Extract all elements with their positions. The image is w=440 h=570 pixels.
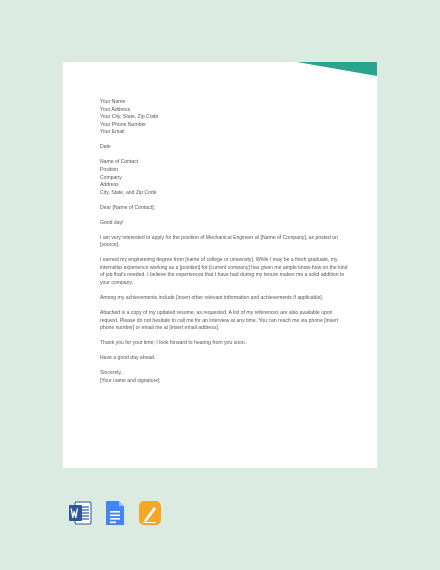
sender-city: Your City, State, Zip Code bbox=[100, 114, 159, 121]
sender-address: Your Address bbox=[100, 106, 131, 113]
recipient-city: City, State, and Zip Code bbox=[100, 189, 157, 196]
greeting: Good day! bbox=[100, 219, 124, 226]
paragraph-experience: I earned my engineering degree from [name of college or university]. While I may be a fresh graduate, my internship experience working as a [position] for [current company] has given me ample know-how on the kind of job that's needed. I believe the experiences that I have had during my tenure makes me a solid addition to your company. bbox=[100, 257, 348, 287]
sender-name: Your Name bbox=[100, 99, 126, 105]
paragraph-thanks: Thank you for your time; I look forward to hearing from you soon. bbox=[100, 340, 247, 347]
salutation: Dear [Name of Contact]; bbox=[100, 204, 155, 211]
paragraph-farewell: Have a good day ahead. bbox=[100, 355, 156, 362]
recipient-company: Company bbox=[100, 174, 122, 181]
paragraph-attachments: Attached is a copy of my updated resume, as requested. A list of my references are also available upon request. Please do not hesitate to call me for an interview at any time. You can reach me via phone [insert phone number] or email me at [insert email address]. bbox=[100, 310, 339, 332]
recipient-block bbox=[100, 159, 348, 197]
google-docs-icon[interactable] bbox=[103, 500, 127, 526]
recipient-position: Position bbox=[100, 166, 119, 173]
closing: Sincerely, bbox=[100, 370, 122, 377]
sender-block bbox=[100, 99, 348, 137]
signature: [Your name and signature] bbox=[100, 377, 160, 384]
recipient-address: Address bbox=[100, 182, 119, 189]
sender-phone: Your Phone Number bbox=[100, 121, 146, 128]
paragraph-achievements: Among my achievements include [insert other relevant information and achievements if applicable]. bbox=[100, 295, 324, 302]
letter-date: Date bbox=[100, 144, 111, 151]
corner-accent bbox=[297, 62, 377, 76]
paragraph-intro: I am very interested to apply for the position of Mechanical Engineer at [Name of Company], as posted on [source]. bbox=[100, 234, 338, 249]
format-icons bbox=[68, 500, 162, 526]
recipient-name: Name of Contact bbox=[100, 159, 139, 166]
signoff-block bbox=[100, 370, 348, 385]
pages-icon[interactable] bbox=[138, 500, 162, 526]
sender-email: Your Email bbox=[100, 129, 125, 136]
letter-body bbox=[100, 99, 348, 393]
word-icon[interactable] bbox=[68, 500, 92, 526]
letter-page bbox=[63, 62, 377, 468]
